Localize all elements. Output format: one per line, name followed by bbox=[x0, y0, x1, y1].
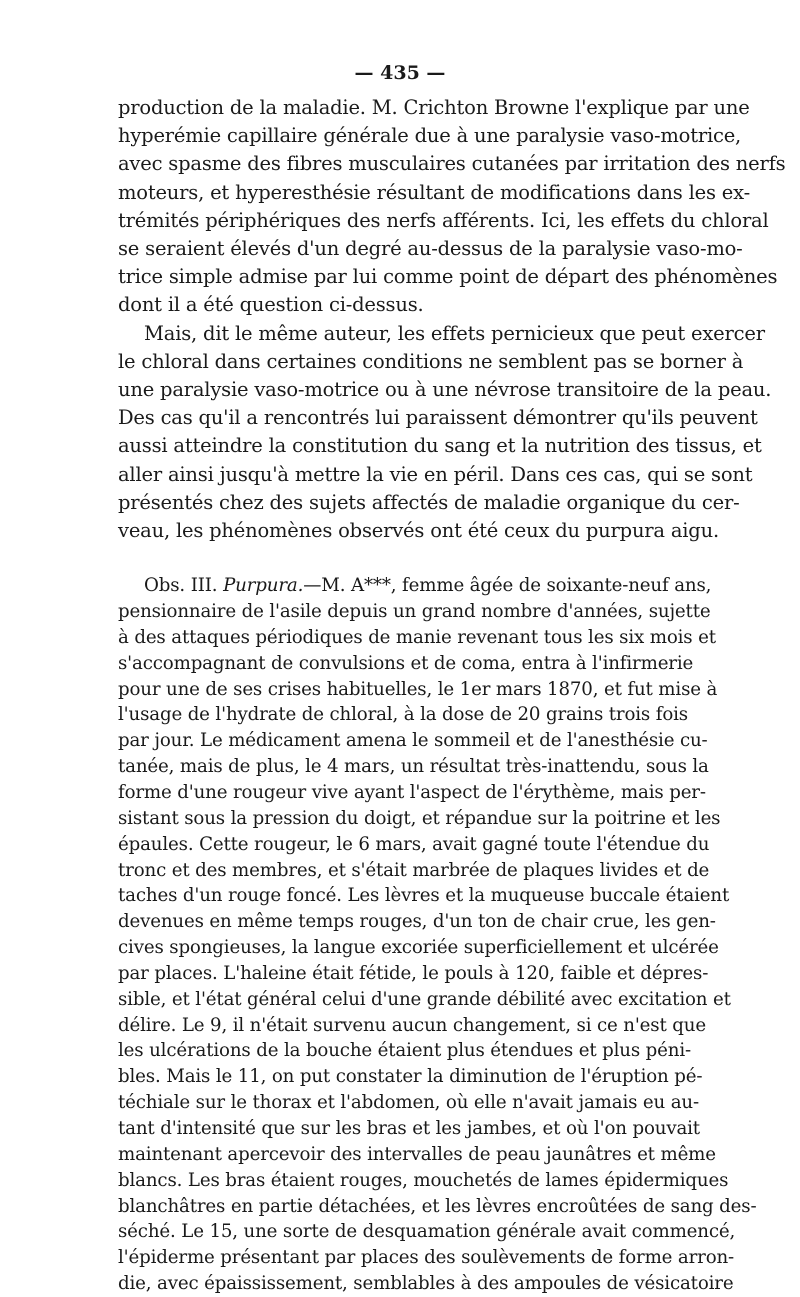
text-line: trice simple admise par lui comme point de départ des phénomènes bbox=[118, 265, 778, 289]
observation-heading-line bbox=[118, 573, 712, 599]
text-line: dont il a été question ci-dessus. bbox=[118, 293, 424, 317]
text-line: pensionnaire de l'asile depuis un grand nombre d'années, sujette bbox=[118, 601, 711, 623]
text-line: devenues en même temps rouges, d'un ton de chair crue, les gen- bbox=[118, 911, 716, 933]
text-line: les ulcérations de la bouche étaient plus étendues et plus péni- bbox=[118, 1040, 691, 1062]
text-line: par places. L'haleine était fétide, le pouls à 120, faible et dépres- bbox=[118, 962, 709, 984]
text-line: avec spasme des fibres musculaires cutanées par irritation des nerfs bbox=[118, 152, 786, 176]
text-line: l'usage de l'hydrate de chloral, à la dose de 20 grains trois fois bbox=[118, 704, 688, 726]
text-line: taches d'un rouge foncé. Les lèvres et la muqueuse buccale étaient bbox=[118, 885, 730, 907]
text-line: maintenant apercevoir des intervalles de peau jaunâtres et même bbox=[118, 1143, 716, 1165]
text-line: sistant sous la pression du doigt, et répandue sur la poitrine et les bbox=[118, 807, 721, 829]
text-line: présentés chez des sujets affectés de maladie organique du cer- bbox=[118, 490, 740, 514]
text-line: die, avec épaississement, semblables à des ampoules de vésicatoire bbox=[118, 1273, 734, 1295]
observation-first-line-text: —M. A***, femme âgée de soixante-neuf ans, bbox=[303, 575, 712, 597]
text-line: pour une de ses crises habituelles, le 1er mars 1870, et fut mise à bbox=[118, 678, 718, 700]
text-line: trémités périphériques des nerfs afférents. Ici, les effets du chloral bbox=[118, 208, 769, 232]
text-line: aussi atteindre la constitution du sang et la nutrition des tissus, et bbox=[118, 434, 762, 458]
text-line: tanée, mais de plus, le 4 mars, un résultat très-inattendu, sous la bbox=[118, 756, 709, 778]
text-line: tant d'intensité que sur les bras et les jambes, et où l'on pouvait bbox=[118, 1117, 700, 1139]
text-line: se seraient élevés d'un degré au-dessus de la paralysie vaso-mo- bbox=[118, 237, 743, 261]
text-line: par jour. Le médicament amena le sommeil et de l'anesthésie cu- bbox=[118, 730, 708, 752]
text-line: veau, les phénomènes observés ont été ceux du purpura aigu. bbox=[118, 519, 719, 543]
text-line: Des cas qu'il a rencontrés lui paraissent démontrer qu'ils peuvent bbox=[118, 406, 758, 430]
text-line: hyperémie capillaire générale due à une paralysie vaso-motrice, bbox=[118, 124, 742, 148]
book-page bbox=[118, 58, 786, 1297]
text-line: une paralysie vaso-motrice ou à une névrose transitoire de la peau. bbox=[118, 378, 772, 402]
text-line: cives spongieuses, la langue excoriée superficiellement et ulcérée bbox=[118, 937, 719, 959]
text-line: Mais, dit le même auteur, les effets pernicieux que peut exercer bbox=[144, 321, 765, 345]
text-line: blanchâtres en partie détachées, et les lèvres encroûtées de sang des- bbox=[118, 1195, 757, 1217]
paragraph-chloral-crichton-browne bbox=[118, 94, 786, 320]
section-spacer bbox=[118, 545, 682, 573]
text-line: blancs. Les bras étaient rouges, mouchetés de lames épidermiques bbox=[118, 1169, 729, 1191]
text-line: à des attaques périodiques de manie revenant tous les six mois et bbox=[118, 626, 716, 648]
text-line: forme d'une rougeur vive ayant l'aspect de l'érythème, mais per- bbox=[118, 782, 706, 803]
text-line: séché. Le 15, une sorte de desquamation générale avait commencé, bbox=[118, 1221, 736, 1243]
text-line: le chloral dans certaines conditions ne semblent pas se borner à bbox=[118, 349, 744, 373]
text-line: l'épiderme présentant par places des soulèvements de forme arron- bbox=[118, 1247, 735, 1269]
text-line: sible, et l'état général celui d'une grande débilité avec excitation et bbox=[118, 988, 731, 1010]
text-line: bles. Mais le 11, on put constater la diminution de l'éruption pé- bbox=[118, 1066, 703, 1088]
text-line: épaules. Cette rougeur, le 6 mars, avait gagné toute l'étendue du bbox=[118, 833, 710, 855]
text-line: tronc et des membres, et s'était marbrée de plaques livides et de bbox=[118, 859, 710, 881]
text-line: production de la maladie. M. Crichton Browne l'explique par une bbox=[118, 96, 750, 119]
paragraph-pernicious-effects bbox=[118, 320, 772, 546]
text-line: délire. Le 9, il n'était survenu aucun changement, si ce n'est que bbox=[118, 1014, 706, 1036]
text-line: s'accompagnant de convulsions et de coma, entra à l'infirmerie bbox=[118, 652, 694, 674]
text-line: aller ainsi jusqu'à mettre la vie en péril. Dans ces cas, qui se sont bbox=[118, 462, 753, 486]
observation-title: Purpura. bbox=[223, 575, 304, 597]
text-line: téchiale sur le thorax et l'abdomen, où elle n'avait jamais eu au- bbox=[118, 1092, 699, 1114]
observation-label: Obs. III. bbox=[144, 575, 218, 597]
text-line: moteurs, et hyperesthésie résultant de modifications dans les ex- bbox=[118, 180, 750, 204]
observation-purpura bbox=[118, 573, 757, 1297]
page-number: — 435 — bbox=[354, 62, 446, 84]
